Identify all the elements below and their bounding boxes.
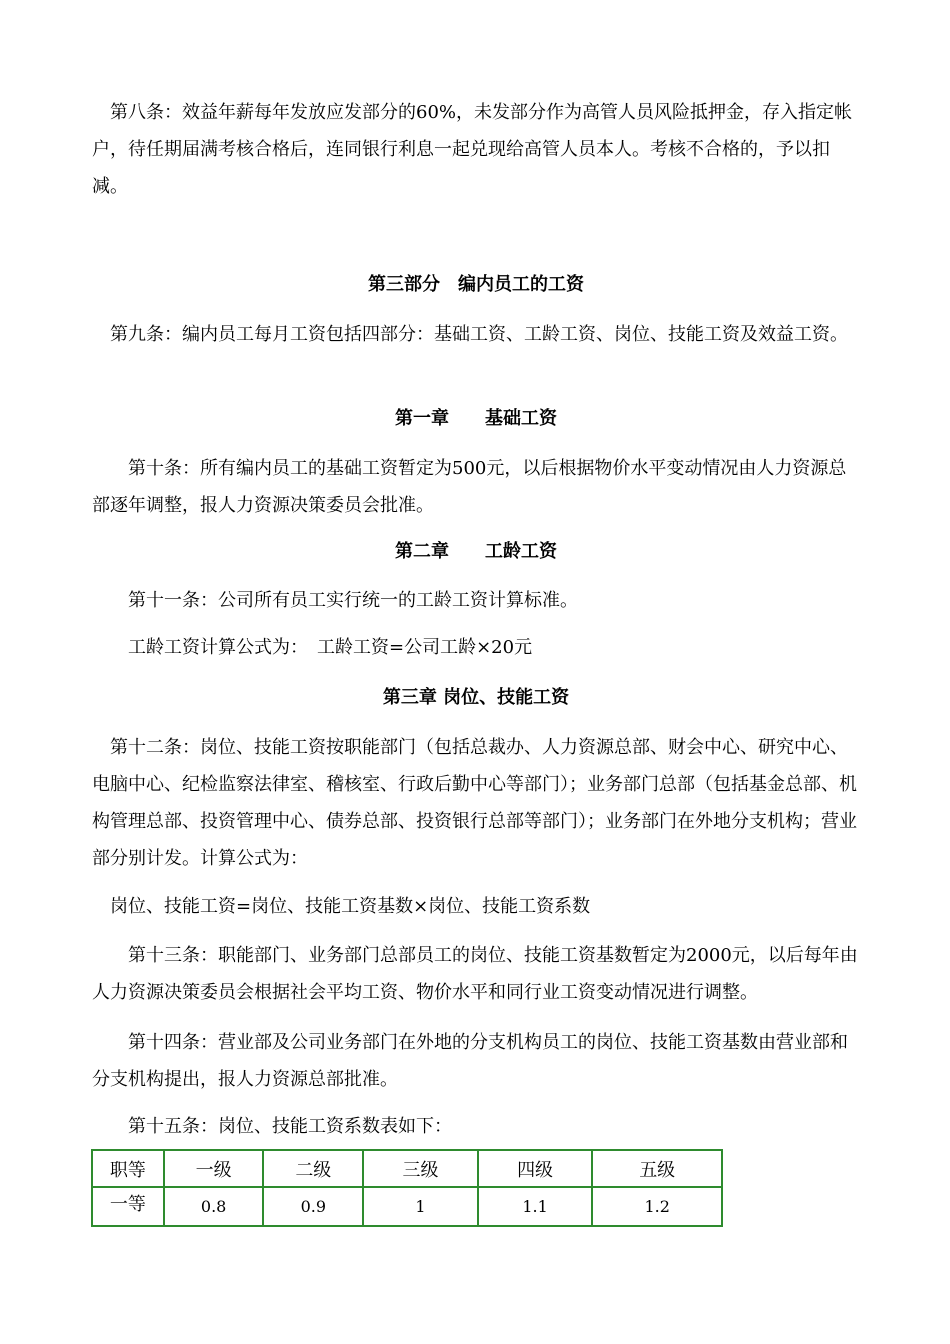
chapter-3-title: 第三章 岗位、技能工资 (382, 687, 570, 708)
part-3-title: 第三部分 编内员工的工资 (368, 274, 584, 295)
formula-11: 工龄工资计算公式为： 工龄工资=公司工龄×20元 (128, 637, 533, 658)
article-9: 第九条：编内员工每月工资包括四部分：基础工资、工龄工资、岗位、技能工资及效益工资。 (110, 324, 848, 345)
table-header-cell: 四级 (478, 1150, 593, 1187)
article-8: 第八条：效益年薪每年发放应发部分的60%，未发部分作为高管人员风险抵押金，存入指定帐户，待任期届满考核合格后，连同银行利息一起兑现给高管人员本人。考核不合格的，予以扣减。 (92, 102, 853, 197)
article-11: 第十一条：公司所有员工实行统一的工龄工资计算标准。 (128, 590, 578, 611)
coefficient-table (91, 1149, 723, 1227)
table-header-cell: 五级 (592, 1150, 722, 1187)
table-header-cell: 二级 (263, 1150, 363, 1187)
table-header-cell: 三级 (363, 1150, 478, 1187)
table-cell: 1.1 (478, 1187, 593, 1226)
chapter-2-title: 第二章 工龄工资 (395, 541, 557, 562)
table-row (92, 1187, 722, 1226)
table-header-cell: 一级 (164, 1150, 264, 1187)
table-cell: 0.9 (263, 1187, 363, 1226)
table-row-label: 一等 (92, 1187, 164, 1226)
chapter-1-title: 第一章 基础工资 (395, 408, 557, 429)
table-cell: 0.8 (164, 1187, 264, 1226)
table-cell: 1 (363, 1187, 478, 1226)
article-14: 第十四条：营业部及公司业务部门在外地的分支机构员工的岗位、技能工资基数由营业部和分支机构提出，报人力资源总部批准。 (92, 1032, 848, 1090)
table-cell: 1.2 (592, 1187, 722, 1226)
formula-12: 岗位、技能工资=岗位、技能工资基数×岗位、技能工资系数 (110, 896, 591, 917)
article-15: 第十五条：岗位、技能工资系数表如下： (128, 1116, 452, 1137)
table-header-cell: 职等 (92, 1150, 164, 1187)
article-12: 第十二条：岗位、技能工资按职能部门（包括总裁办、人力资源总部、财会中心、研究中心、电脑中心、纪检监察法律室、稽核室、行政后勤中心等部门）；业务部门总部（包括基金总部、机构管理总部、投资管理中心、债券总部、投资银行总部等部门）；业务部门在外地分支机构；营业部分别计发。计算公式为： (92, 737, 857, 869)
article-13: 第十三条：职能部门、业务部门总部员工的岗位、技能工资基数暂定为2000元，以后每年由人力资源决策委员会根据社会平均工资、物价水平和同行业工资变动情况进行调整。 (92, 945, 858, 1003)
table-header-row (92, 1150, 722, 1187)
article-10: 第十条：所有编内员工的基础工资暂定为500元，以后根据物价水平变动情况由人力资源总部逐年调整，报人力资源决策委员会批准。 (92, 458, 847, 516)
